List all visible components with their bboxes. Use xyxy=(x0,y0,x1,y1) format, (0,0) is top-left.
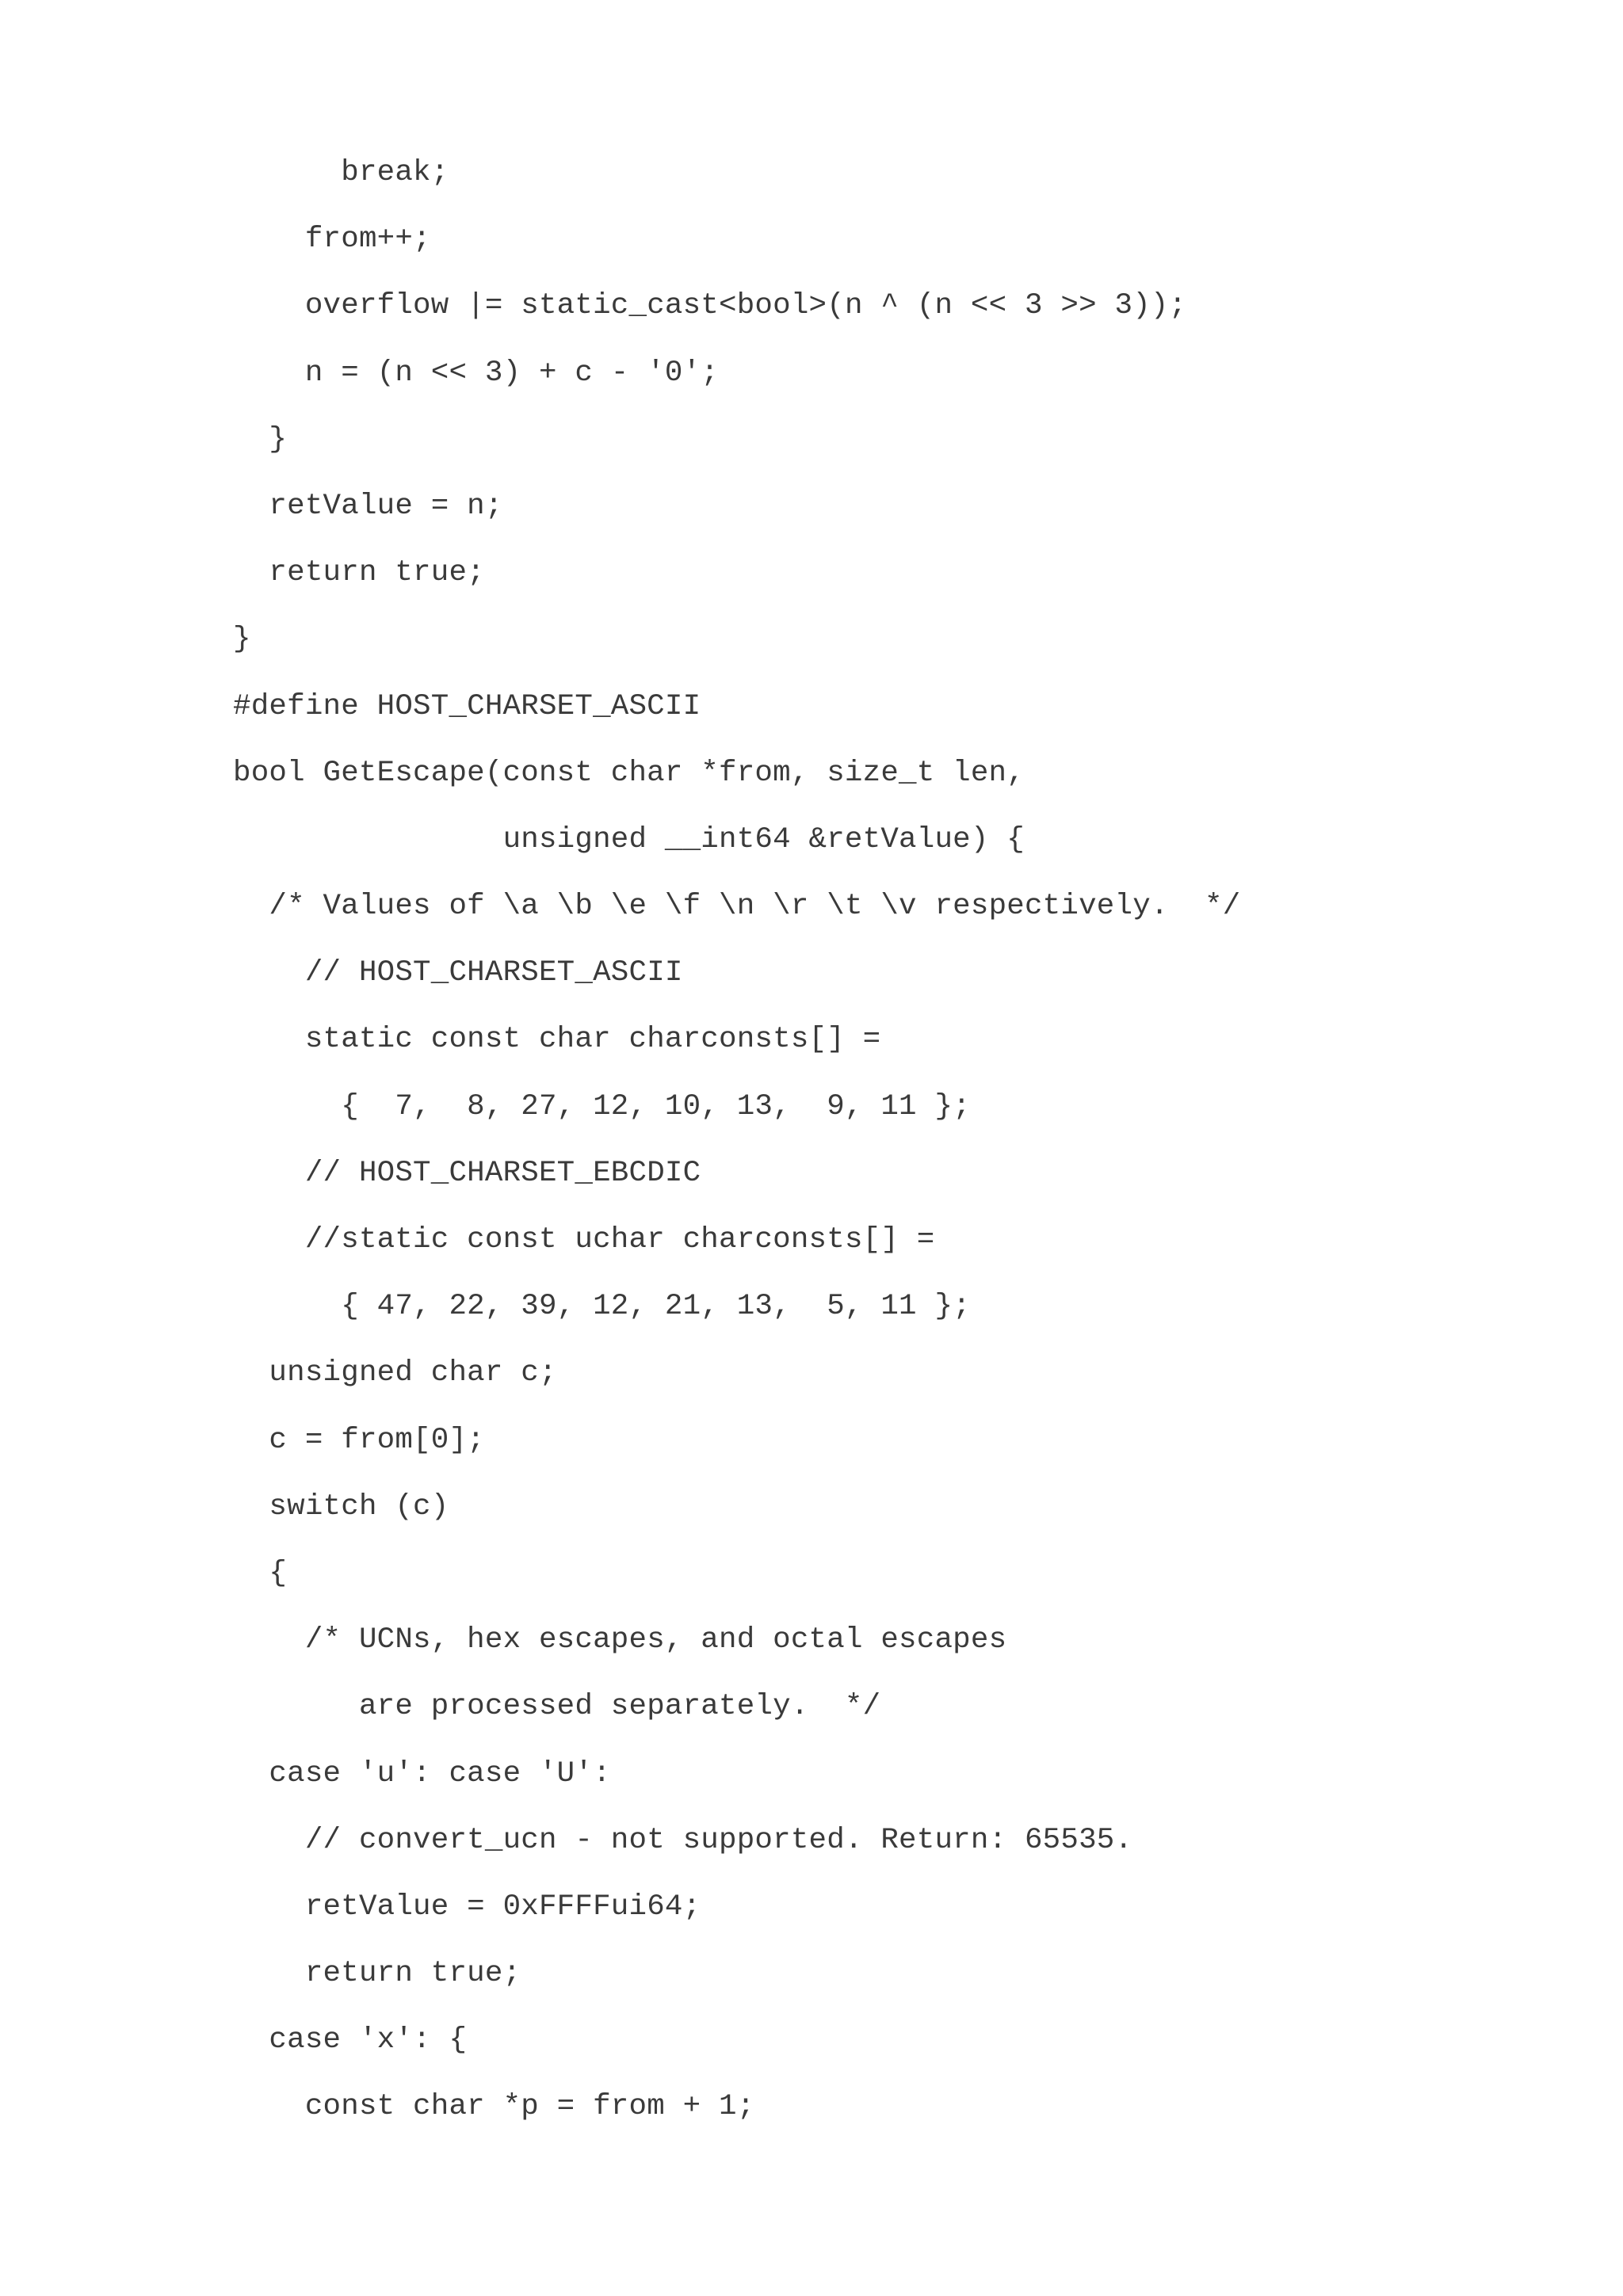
code-line xyxy=(233,1151,1240,1218)
code-line xyxy=(233,1951,1240,2018)
code-line xyxy=(233,284,1240,350)
code-text: unsigned char c; xyxy=(269,1356,557,1390)
code-text: are processed separately. */ xyxy=(358,1690,881,1724)
code-indent xyxy=(233,1490,269,1524)
code-text: // convert_ucn - not supported. Return: 65535. xyxy=(304,1823,1133,1857)
code-text: } xyxy=(269,422,288,456)
code-indent xyxy=(233,1824,305,1857)
code-line xyxy=(233,1551,1240,1618)
code-indent xyxy=(233,1157,305,1190)
code-text: n = (n << 3) + c - '0'; xyxy=(304,356,720,390)
code-indent xyxy=(233,1424,269,1457)
code-indent xyxy=(233,289,305,322)
code-line xyxy=(233,1885,1240,1951)
code-text: // HOST_CHARSET_EBCDIC xyxy=(304,1156,701,1190)
code-text: c = from[0]; xyxy=(269,1423,485,1457)
code-text: { xyxy=(269,1556,288,1590)
code-line xyxy=(233,818,1240,884)
code-indent xyxy=(233,956,305,990)
code-indent xyxy=(233,357,305,390)
code-text: switch (c) xyxy=(269,1489,449,1524)
code-line xyxy=(233,484,1240,551)
code-indent xyxy=(233,156,341,189)
code-text: static const char charconsts[] = xyxy=(304,1023,881,1057)
code-line xyxy=(233,551,1240,617)
code-indent xyxy=(233,1557,269,1590)
code-line xyxy=(233,1752,1240,1818)
code-line xyxy=(233,951,1240,1017)
code-line xyxy=(233,151,1240,217)
code-indent xyxy=(233,1223,305,1257)
code-text: break; xyxy=(341,156,449,189)
code-text: return true; xyxy=(304,1957,521,1991)
code-line xyxy=(233,685,1240,751)
code-line xyxy=(233,617,1240,684)
code-line xyxy=(233,1485,1240,1551)
code-text: /* Values of \a \b \e \f \n \r \t \v respectively. */ xyxy=(269,890,1241,924)
code-indent xyxy=(233,556,269,589)
code-indent xyxy=(233,1090,341,1123)
code-indent xyxy=(233,1290,341,1323)
code-text: retValue = n; xyxy=(269,489,503,523)
code-text: const char *p = from + 1; xyxy=(304,2090,755,2124)
code-text: case 'x': { xyxy=(269,2023,468,2058)
code-text: /* UCNs, hex escapes, and octal escapes xyxy=(304,1623,1007,1657)
code-line xyxy=(233,1017,1240,1084)
code-indent xyxy=(233,423,269,456)
code-indent xyxy=(233,1690,359,1723)
code-indent xyxy=(233,1890,305,1924)
code-line xyxy=(233,2084,1240,2151)
code-text: } xyxy=(233,623,251,657)
code-indent xyxy=(233,1356,269,1390)
code-text: overflow |= static_cast<bool>(n ^ (n << 3 >> 3)); xyxy=(304,289,1187,323)
code-text: from++; xyxy=(304,223,431,257)
code-line xyxy=(233,418,1240,484)
code-text: { 7, 8, 27, 12, 10, 13, 9, 11 }; xyxy=(341,1089,971,1123)
code-line xyxy=(233,884,1240,951)
code-line xyxy=(233,1351,1240,1417)
code-indent xyxy=(233,890,269,923)
code-indent xyxy=(233,1023,305,1056)
code-line xyxy=(233,1218,1240,1284)
code-line xyxy=(233,351,1240,418)
code-line xyxy=(233,217,1240,284)
code-line xyxy=(233,751,1240,818)
code-indent xyxy=(233,1757,269,1791)
code-indent xyxy=(233,2090,305,2123)
code-line xyxy=(233,1418,1240,1485)
code-line xyxy=(233,1284,1240,1351)
code-text: bool GetEscape(const char *from, size_t len, xyxy=(233,756,1025,790)
code-text: //static const uchar charconsts[] = xyxy=(304,1223,935,1257)
code-indent xyxy=(233,223,305,256)
code-indent xyxy=(233,490,269,523)
code-indent xyxy=(233,2023,269,2057)
code-line xyxy=(233,1818,1240,1885)
code-text: return true; xyxy=(269,556,485,590)
code-indent xyxy=(233,823,503,856)
code-text: #define HOST_CHARSET_ASCII xyxy=(233,689,701,723)
code-line xyxy=(233,2018,1240,2084)
code-indent xyxy=(233,1957,305,1990)
code-text: case 'u': case 'U': xyxy=(269,1756,611,1791)
code-text: { 47, 22, 39, 12, 21, 13, 5, 11 }; xyxy=(341,1290,971,1324)
code-text: unsigned __int64 &retValue) { xyxy=(502,822,1025,856)
code-listing xyxy=(233,151,1240,2152)
code-indent xyxy=(233,1623,305,1657)
code-line xyxy=(233,1684,1240,1751)
code-line xyxy=(233,1085,1240,1151)
code-text: retValue = 0xFFFFui64; xyxy=(304,1890,701,1924)
code-line xyxy=(233,1618,1240,1684)
code-text: // HOST_CHARSET_ASCII xyxy=(304,956,683,990)
